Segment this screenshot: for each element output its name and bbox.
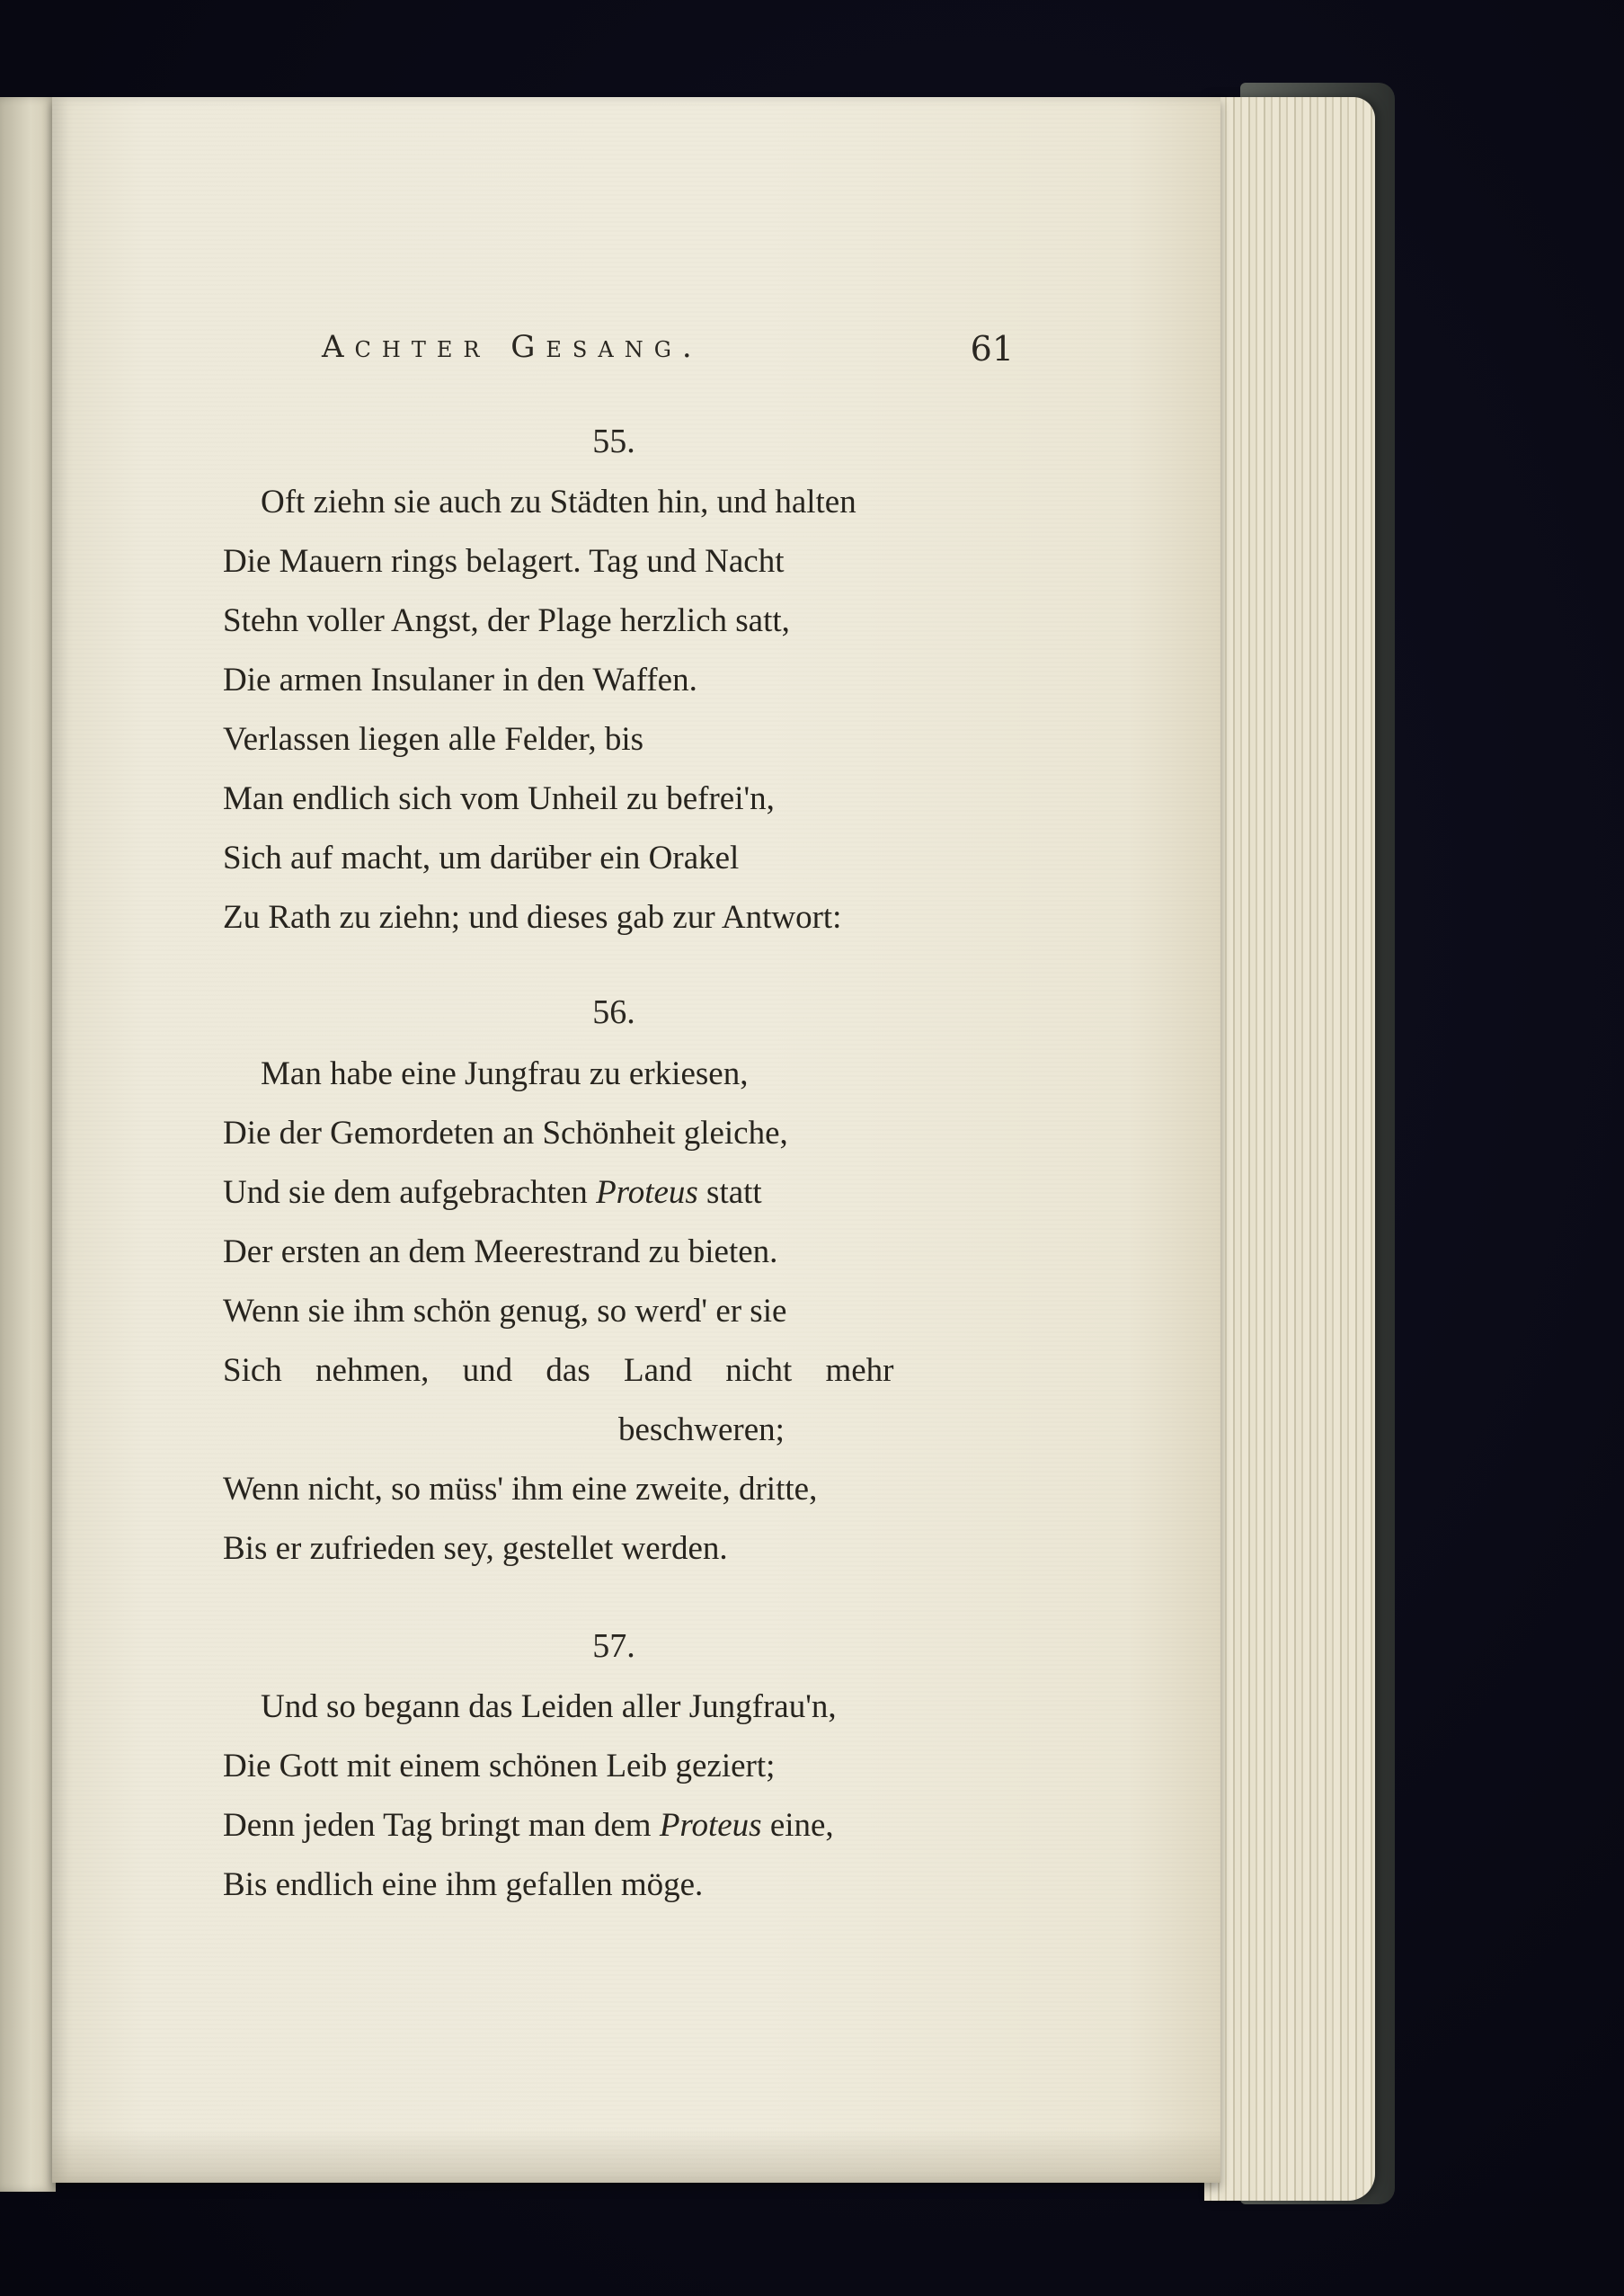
verse-line bbox=[223, 1796, 834, 1855]
verse-line: Und so begann das Leiden aller Jungfrau'n, bbox=[261, 1688, 837, 1725]
verse-line: Wenn nicht, so müss' ihm eine zweite, dritte, bbox=[223, 1471, 818, 1508]
stanza-number: 57. bbox=[592, 1627, 635, 1665]
verse-line: Wenn sie ihm schön genug, so werd' er sie bbox=[223, 1293, 787, 1330]
name-proteus: Proteus bbox=[659, 1807, 762, 1844]
verse-line: Man habe eine Jungfrau zu erkiesen, bbox=[261, 1055, 749, 1092]
verse-line: Die Gott mit einem schönen Leib geziert; bbox=[223, 1748, 776, 1784]
verse-line-text: Denn jeden Tag bringt man dem bbox=[223, 1807, 660, 1844]
verse-line-tail: statt bbox=[697, 1174, 762, 1211]
verse-line: Die der Gemordeten an Schönheit gleiche, bbox=[223, 1115, 788, 1152]
verse-line: Die armen Insulaner in den Waffen. bbox=[223, 662, 697, 699]
verse-line: Verlassen liegen alle Felder, bis bbox=[223, 721, 644, 758]
verse-line bbox=[223, 1163, 762, 1223]
book-page bbox=[52, 97, 1220, 2183]
verse-line: Die Mauern rings belagert. Tag und Nacht bbox=[223, 543, 785, 580]
verse-line: Oft ziehn sie auch zu Städten hin, und halten bbox=[261, 484, 856, 521]
stanza-number: 56. bbox=[592, 993, 635, 1031]
verse-line: Bis endlich eine ihm gefallen möge. bbox=[223, 1866, 704, 1903]
verse-line: Sich auf macht, um darüber ein Orakel bbox=[223, 840, 740, 877]
facing-page-edge bbox=[0, 97, 56, 2192]
verse-line-overrun: beschweren; bbox=[618, 1411, 785, 1448]
page-number: 61 bbox=[970, 329, 1014, 369]
verse-line-text: Und sie dem aufgebrachten bbox=[223, 1174, 597, 1211]
verse-line: Sich nehmen, und das Land nicht mehr bbox=[223, 1352, 894, 1389]
running-head-title: Achter Gesang. bbox=[322, 329, 703, 365]
name-proteus: Proteus bbox=[596, 1174, 698, 1211]
stanza-number: 55. bbox=[592, 423, 635, 460]
verse-line: Zu Rath zu ziehn; und dieses gab zur Antwort: bbox=[223, 899, 842, 936]
verse-line: Man endlich sich vom Unheil zu befrei'n, bbox=[223, 780, 775, 817]
verse-line-tail: eine, bbox=[761, 1807, 834, 1844]
verse-line: Bis er zufrieden sey, gestellet werden. bbox=[223, 1530, 728, 1567]
verse-line: Stehn voller Angst, der Plage herzlich satt, bbox=[223, 602, 790, 639]
verse-line: Der ersten an dem Meerestrand zu bieten. bbox=[223, 1233, 778, 1270]
page-edges bbox=[1204, 97, 1375, 2201]
